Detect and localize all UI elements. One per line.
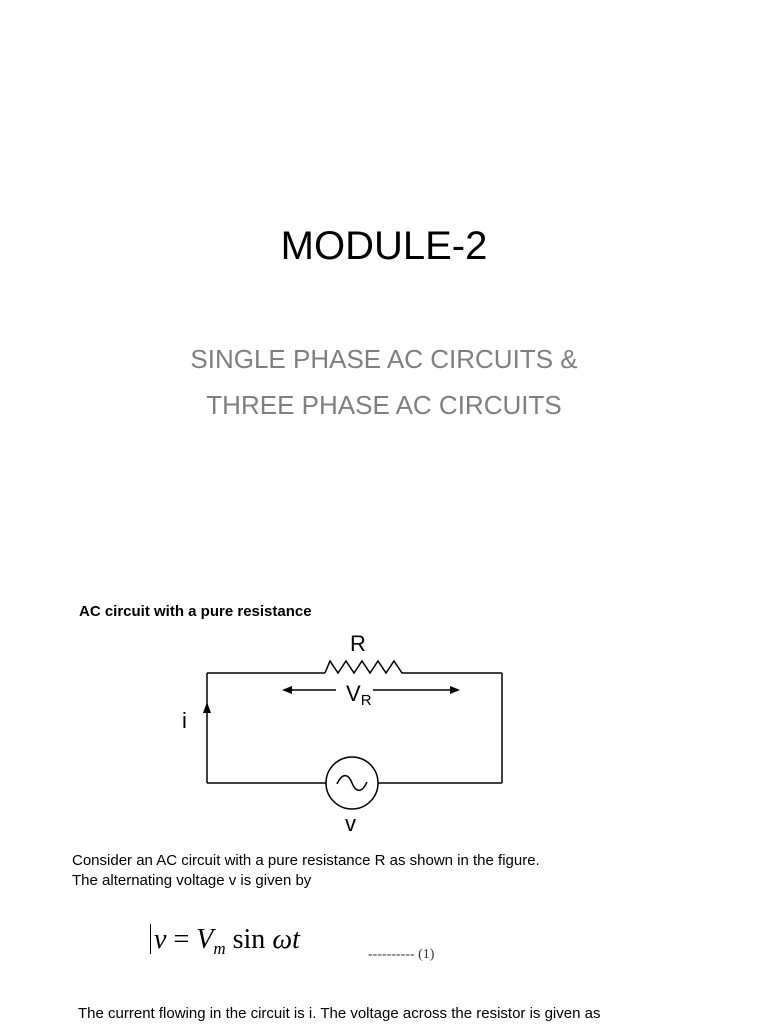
source-label: v [345,811,356,836]
equation-func: sin [225,924,273,955]
vr-arrow-left-icon [282,686,292,694]
subtitle-line-1: SINGLE PHASE AC CIRCUITS & [190,344,578,374]
equation-lhs: v [154,924,167,955]
voltage-label-main: V [346,681,361,706]
equation-amplitude: V [196,924,214,955]
voltage-equation [150,922,300,967]
current-arrow-icon [203,702,211,713]
slide-subtitle [0,336,768,428]
intro-paragraph [72,851,540,891]
paragraph-line-1: Consider an AC circuit with a pure resistance R as shown in the figure. [72,852,540,869]
subtitle-line-2: THREE PHASE AC CIRCUITS [206,390,562,420]
circuit-diagram [160,625,520,840]
section-heading: AC circuit with a pure resistance [79,603,312,620]
equation-number: ---------- (1) [368,947,435,962]
resistor-symbol [325,661,407,673]
equation-equals: = [166,924,197,955]
equation-bar [150,924,151,954]
voltage-label [346,681,372,709]
vr-arrow-right-icon [450,686,460,694]
equation-amplitude-sub: m [213,939,226,958]
voltage-label-sub: R [360,692,372,709]
equation-arg: ωt [272,924,300,955]
slide-title: MODULE-2 [280,224,488,268]
current-label: i [182,708,187,733]
paragraph-line-2: The alternating voltage v is given by [72,872,312,889]
resistor-label: R [350,631,366,656]
footer-text: The current flowing in the circuit is i. The voltage across the resistor is given as [78,1005,601,1022]
